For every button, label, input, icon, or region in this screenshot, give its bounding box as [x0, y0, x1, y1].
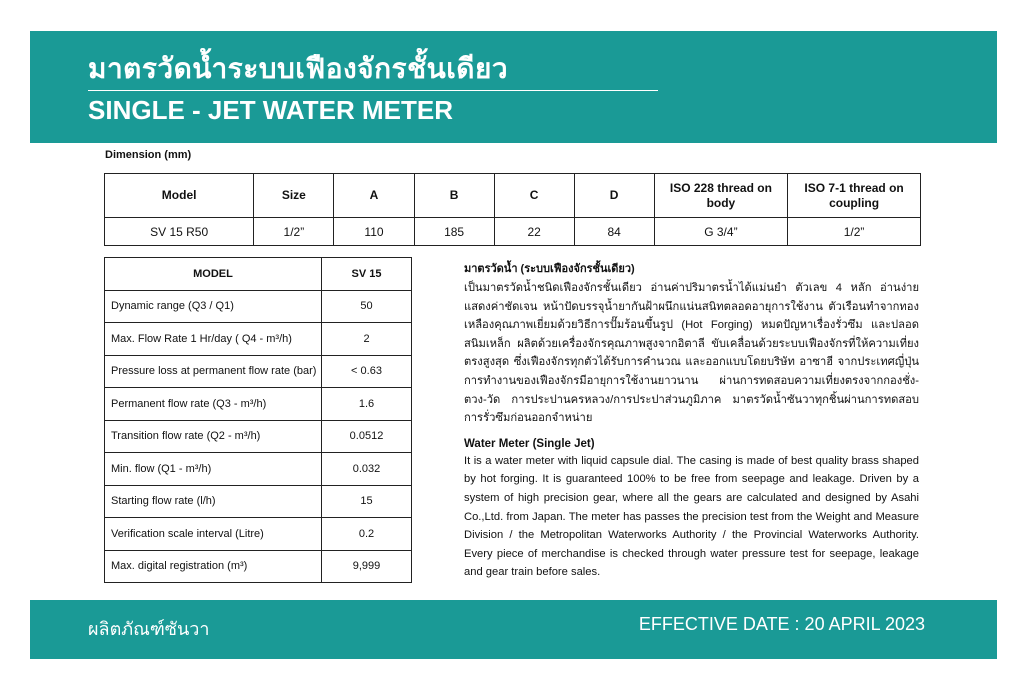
dim-cell-a: 110	[334, 218, 414, 246]
spec-label: Max. Flow Rate 1 Hr/day ( Q4 - m³/h)	[105, 323, 322, 356]
dim-header-a: A	[334, 174, 414, 218]
title-divider	[88, 90, 658, 91]
header-banner	[30, 31, 997, 143]
dimension-label: Dimension (mm)	[105, 149, 192, 161]
spec-value: 50	[322, 290, 412, 323]
spec-value: 2	[322, 323, 412, 356]
spec-header-model: MODEL	[105, 258, 322, 291]
dimension-data-row	[105, 218, 921, 246]
dimension-table	[104, 173, 921, 246]
spec-row	[105, 453, 412, 486]
dim-cell-model: SV 15 R50	[105, 218, 254, 246]
dim-cell-c: 22	[494, 218, 574, 246]
spec-row	[105, 355, 412, 388]
dim-header-iso7: ISO 7-1 thread on coupling	[788, 174, 921, 218]
spec-label: Verification scale interval (Litre)	[105, 518, 322, 551]
spec-value: 1.6	[322, 388, 412, 421]
spec-label: Dynamic range (Q3 / Q1)	[105, 290, 322, 323]
description-heading-english: Water Meter (Single Jet)	[464, 437, 595, 450]
spec-label: Min. flow (Q1 - m³/h)	[105, 453, 322, 486]
spec-header-value: SV 15	[322, 258, 412, 291]
dim-header-size: Size	[254, 174, 334, 218]
dim-header-model: Model	[105, 174, 254, 218]
spec-label: Permanent flow rate (Q3 - m³/h)	[105, 388, 322, 421]
spec-value: 15	[322, 485, 412, 518]
brand-name: ผลิตภัณฑ์ซันวา	[88, 619, 210, 640]
spec-row	[105, 323, 412, 356]
spec-row	[105, 485, 412, 518]
spec-row	[105, 290, 412, 323]
dim-header-d: D	[574, 174, 654, 218]
page-title-thai: มาตรวัดน้ำระบบเฟืองจักรชั้นเดียว	[88, 52, 509, 85]
dim-cell-size: 1/2”	[254, 218, 334, 246]
page-title-english: SINGLE - JET WATER METER	[88, 95, 453, 125]
spec-label: Transition flow rate (Q2 - m³/h)	[105, 420, 322, 453]
effective-date: EFFECTIVE DATE : 20 APRIL 2023	[638, 614, 925, 634]
dim-header-c: C	[494, 174, 574, 218]
spec-row	[105, 518, 412, 551]
dim-cell-iso7: 1/2”	[788, 218, 921, 246]
dimension-header-row	[105, 174, 921, 218]
spec-value: 0.032	[322, 453, 412, 486]
spec-row	[105, 420, 412, 453]
dim-cell-b: 185	[414, 218, 494, 246]
description-heading-thai: มาตรวัดน้ำ (ระบบเฟืองจักรชั้นเดียว)	[464, 263, 635, 275]
dim-header-iso228: ISO 228 thread on body	[654, 174, 788, 218]
spec-label: Pressure loss at permanent flow rate (bar)	[105, 355, 322, 388]
spec-row	[105, 550, 412, 583]
footer-banner	[30, 600, 997, 659]
spec-value: 0.0512	[322, 420, 412, 453]
spec-value: 0.2	[322, 518, 412, 551]
dim-cell-d: 84	[574, 218, 654, 246]
spec-row	[105, 388, 412, 421]
spec-value: 9,999	[322, 550, 412, 583]
dim-cell-iso228: G 3/4”	[654, 218, 788, 246]
description-body-english: It is a water meter with liquid capsule dial. The casing is made of best quality brass shaped by hot forging. It is guaranteed 100% to be free from seepage and leakage. Driven by a system of high precision gear, where all the gears are calculated and designed by Asahi Co.,Ltd. from Japan. The meter has passes the precision test from the Weight and Measure Division / the Metropolitan Waterworks Authority / the Provincial Waterworks Authority. Every piece of merchandise is checked through water pressure test for seepage, leakage and gear train before sales.	[464, 454, 919, 579]
spec-header-row	[105, 258, 412, 291]
spec-label: Starting flow rate (l/h)	[105, 485, 322, 518]
description-block	[464, 259, 919, 582]
spec-table	[104, 257, 412, 583]
description-body-thai: เป็นมาตรวัดน้ำชนิดเฟืองจักรชั้นเดียว อ่านค่าปริมาตรน้ำได้แม่นยำ ตัวเลข 4 หลัก อ่านง่าย แสดงค่าชัดเจน หน้าปัดบรรจุน้ำยากันฝ้าผนึกแน่นสนิทตลอดอายุการใช้งาน ตัวเรือนทำจากทองเหลืองคุณภาพเยี่ยมด้วยวิธีการปั๊มร้อนขึ้นรูป (Hot Forging) หมดปัญหาเรื่องรั่วซึม และปลอดสนิมเหล็ก ผลิตด้วยเครื่องจักรคุณภาพสูงจากอิตาลี ขับเคลื่อนด้วยระบบเฟืองจักรที่ให้ความเที่ยงตรงสูงสุด ซึ่งเฟืองจักรทุกตัวได้รับการคำนวณ และออกแบบโดยบริษัท อาซาฮี จากประเทศญี่ปุ่น การทำงานของเฟืองจักรมีอายุการใช้งานยาวนาน ผ่านการทดสอบความเที่ยงตรงจากกองชั่ง-ตวง-วัด การประปานครหลวง/การประปาส่วนภูมิภาค มาตรวัดน้ำซันวาทุกชิ้นผ่านการทดสอบการรั่วซึมก่อนออกจำหน่าย	[464, 282, 919, 425]
spec-label: Max. digital registration (m³)	[105, 550, 322, 583]
spec-value: < 0.63	[322, 355, 412, 388]
dim-header-b: B	[414, 174, 494, 218]
